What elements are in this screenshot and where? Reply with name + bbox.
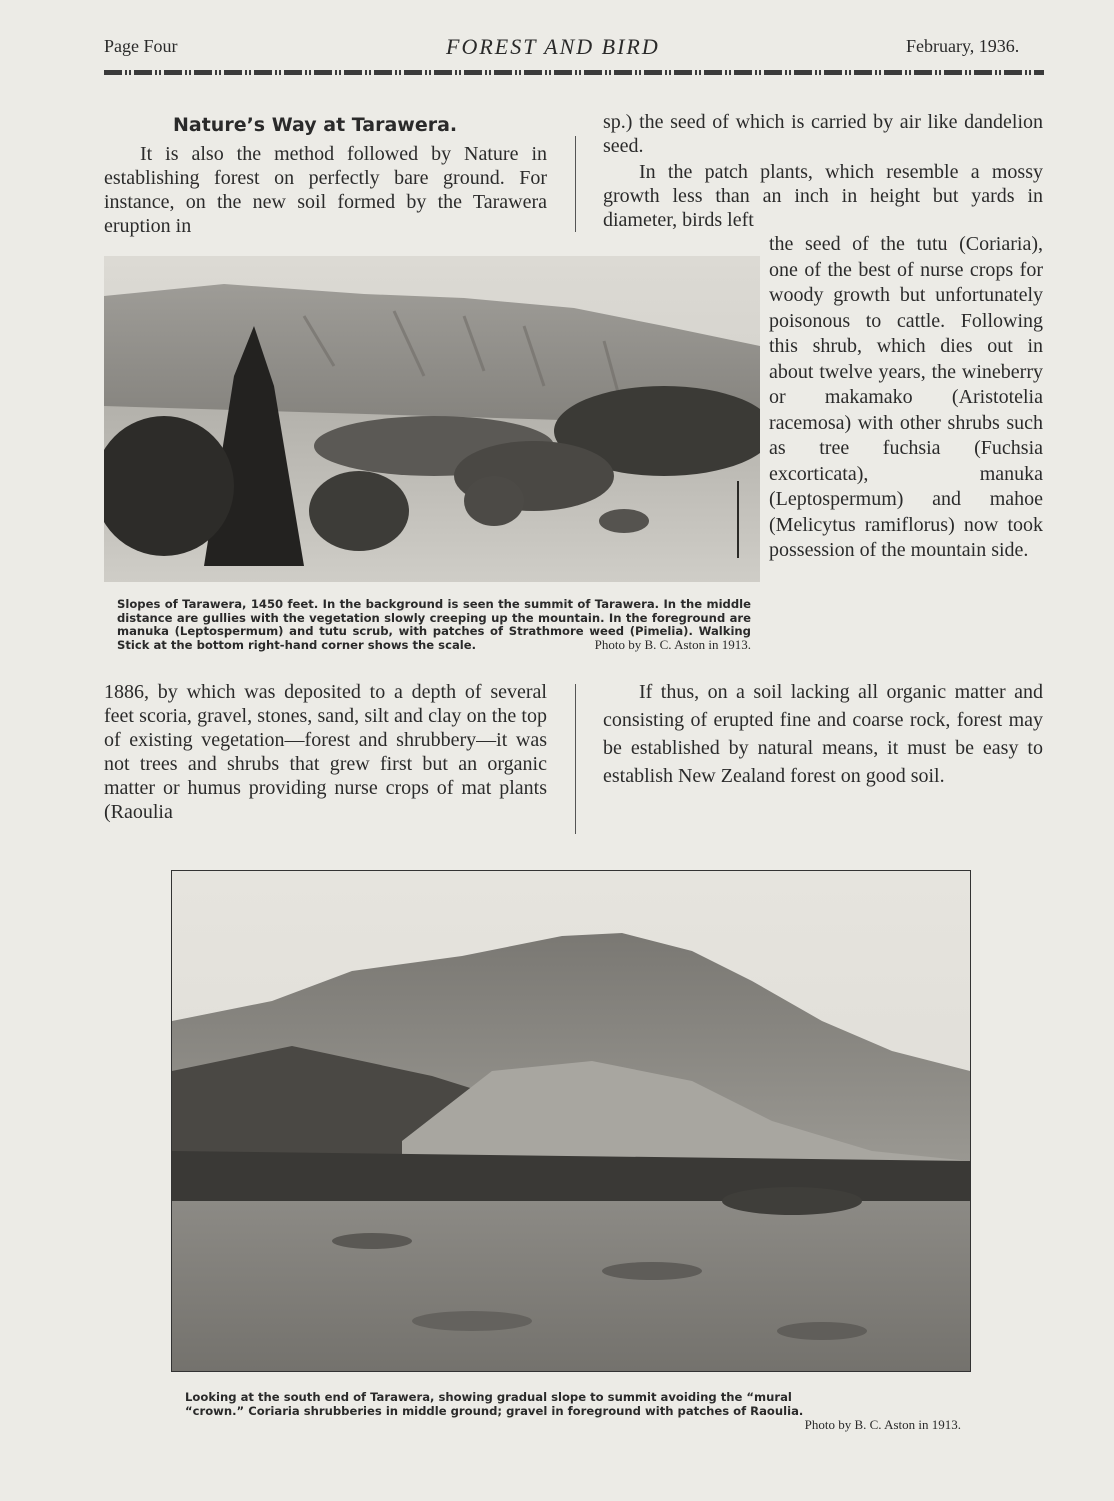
paragraph-intro: It is also the method followed by Nature in establishing forest on perfectly bare ground. For instance, on the new soil formed by the Tarawera eruption in — [104, 143, 547, 237]
column-rule-bottom — [575, 684, 576, 834]
paragraph-raoulia-seed: sp.) the seed of which is carried by air like dandelion seed. — [603, 111, 1043, 157]
photo-south-end-image — [172, 871, 970, 1371]
column-rule-top — [575, 136, 576, 232]
journal-title: FOREST AND BIRD — [446, 34, 660, 59]
page-number: Page Four — [104, 36, 178, 56]
photo-slopes-of-tarawera — [104, 256, 760, 582]
photo-1-caption — [117, 598, 751, 652]
paragraph-patch-plants: In the patch plants, which resemble a mossy growth less than an inch in height but yards in diameter, birds left — [603, 161, 1043, 231]
photo-slopes-image — [104, 256, 760, 582]
photo-south-end-of-tarawera — [171, 870, 971, 1372]
photo-2-caption-line-2: “crown.” Coriaria shrubberies in middle ground; gravel in foreground with patches of Raoulia. — [185, 1403, 804, 1418]
photo-2-credit: Photo by B. C. Aston in 1913. — [804, 1417, 961, 1432]
paragraph-nurse-crops: the seed of the tutu (Coriaria), one of the best of nurse crops for woody growth but unfortunately poisonous to cattle. Following this shrub, which dies out in about twelve years, the wineberry or makamako (Aristotelia racemosa) with other shrubs such as tree fuchsia (Fuchsia excorticata), manuka (Leptospermum) and mahoe (Melicytus ramiflorus) now took possession of the mountain side. — [769, 233, 1043, 561]
header-rule — [104, 70, 1044, 75]
article-title: Nature’s Way at Tarawera. — [173, 114, 458, 136]
photo-1-caption-text: Slopes of Tarawera, 1450 feet. In the background is seen the summit of Tarawera. In the middle distance are gullies with the vegetation slowly creeping up the mountain. In the foreground are manuka (Leptospermum) and tutu scrub, with patches of Strathmore weed (Pimelia). Walking Stick at the bottom right-hand corner shows the scale. — [117, 597, 751, 652]
photo-1-credit: Photo by B. C. Aston in 1913. — [594, 637, 751, 652]
paragraph-eruption-1886: 1886, by which was deposited to a depth of several feet scoria, gravel, stones, sand, silt and clay on the top of existing vegetation—forest and shrubbery—it was not trees and shrubs that grew first but an organic matter or humus providing nurse crops of mat plants (Raoulia — [104, 681, 547, 823]
issue-date: February, 1936. — [906, 36, 1020, 56]
photo-2-caption — [185, 1391, 961, 1432]
photo-2-caption-line-1: Looking at the south end of Tarawera, showing gradual slope to summit avoiding the “mural — [185, 1390, 792, 1404]
paragraph-conclusion: If thus, on a soil lacking all organic matter and consisting of erupted fine and coarse rock, forest may be established by natural means, it must be easy to establish New Zealand forest on good soil. — [603, 681, 1043, 787]
